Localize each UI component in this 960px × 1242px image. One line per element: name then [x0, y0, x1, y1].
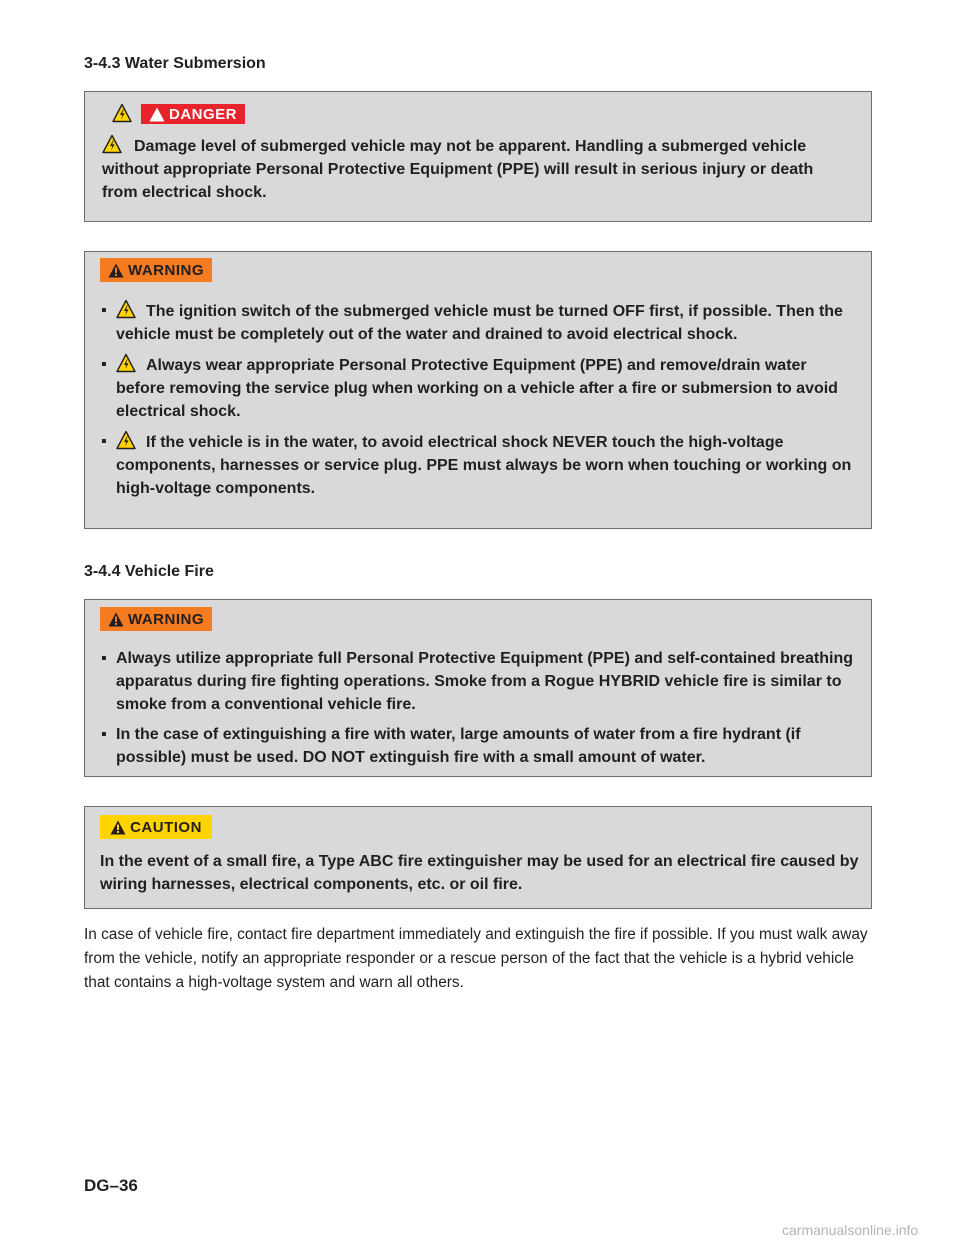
warning-badge-label: WARNING	[128, 610, 204, 628]
danger-text-content: Damage level of submerged vehicle may not be apparent. Handling a submerged vehicle without appropriate Personal Protective Equipment (PPE) will result in serious injury or death from electrical shock.	[102, 138, 814, 201]
bullet: ▪	[101, 302, 107, 319]
bullet: ▪	[101, 356, 107, 373]
warning-list	[85, 647, 855, 776]
list-item	[85, 299, 855, 346]
alert-triangle-icon	[110, 820, 126, 835]
alert-triangle-icon	[108, 263, 124, 278]
warning-item-text: Always wear appropriate Personal Protective Equipment (PPE) and remove/drain water before removing the service plug when working on a vehicle after a fire or submersion to avoid electrical shock.	[116, 357, 838, 420]
danger-badge	[141, 104, 245, 124]
warning-item-text: In the case of extinguishing a fire with water, large amounts of water from a fire hydrant (if possible) must be used. DO NOT extinguish fire with a small amount of water.	[116, 726, 801, 766]
watermark: carmanualsonline.info	[782, 1222, 919, 1238]
warning-badge	[100, 258, 212, 282]
bullet: ▪	[101, 650, 107, 667]
warning-box-fire	[84, 599, 872, 777]
caution-box	[84, 806, 872, 909]
list-item	[85, 353, 855, 423]
list-item	[85, 430, 855, 500]
warning-badge	[100, 607, 212, 631]
warning-badge-label: WARNING	[128, 261, 204, 279]
caution-badge	[100, 815, 212, 839]
warning-item-text: The ignition switch of the submerged vehicle must be turned OFF first, if possible. Then the vehicle must be completely out of the water and drained to avoid electrical shock.	[116, 303, 843, 343]
danger-badge-label: DANGER	[168, 105, 237, 123]
warning-item-text: If the vehicle is in the water, to avoid electrical shock NEVER touch the high-voltage components, harnesses or service plug. PPE must always be worn when touching or working on high-voltage components.	[116, 434, 852, 497]
danger-text	[102, 134, 842, 204]
section-heading-vehicle-fire: 3-4.4 Vehicle Fire	[84, 563, 214, 580]
high-voltage-icon	[102, 134, 122, 154]
caution-text: In the event of a small fire, a Type ABC fire extinguisher may be used for an electrical fire caused by wiring harnesses, electrical components, etc. or oil fire.	[100, 853, 859, 893]
page-number: DG–36	[84, 1176, 138, 1195]
bullet: ▪	[101, 433, 107, 450]
high-voltage-icon	[112, 103, 132, 123]
warning-box-submersion	[84, 251, 872, 529]
high-voltage-icon	[116, 299, 136, 319]
list-item	[85, 723, 855, 769]
vehicle-fire-paragraph: In case of vehicle fire, contact fire department immediately and extinguish the fire if possible. If you must walk away from the vehicle, notify an appropriate responder or a rescue person of the fact that the vehicle is a hybrid vehicle that contains a high-voltage system and warn all others.	[84, 926, 868, 991]
caution-badge-label: CAUTION	[130, 818, 202, 836]
list-item	[85, 647, 855, 716]
section-heading-water-submersion: 3-4.3 Water Submersion	[84, 55, 266, 72]
alert-triangle-icon	[149, 107, 165, 122]
warning-item-text: Always utilize appropriate full Personal Protective Equipment (PPE) and self-contained breathing apparatus during fire fighting operations. Smoke from a Rogue HYBRID vehicle fire is similar to smoke from a conventional vehicle fire.	[116, 650, 854, 713]
high-voltage-icon	[116, 353, 136, 373]
high-voltage-icon	[116, 430, 136, 450]
warning-list	[85, 299, 855, 507]
danger-box	[84, 91, 872, 222]
bullet: ▪	[101, 726, 107, 743]
alert-triangle-icon	[108, 612, 124, 627]
